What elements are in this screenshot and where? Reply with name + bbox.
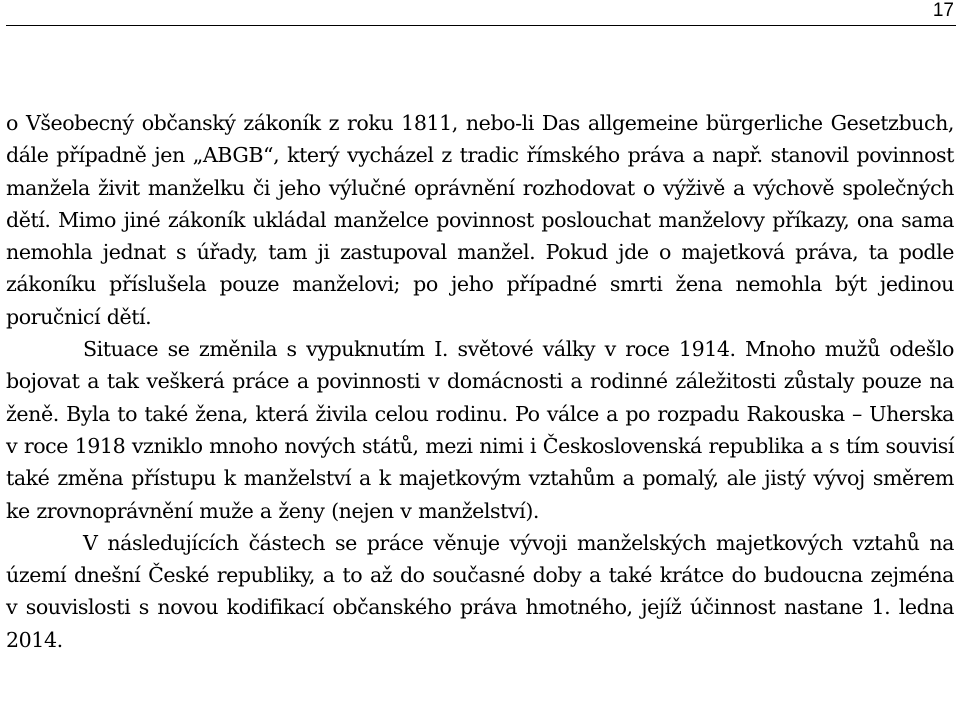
body-text <box>6 107 954 656</box>
page-number: 17 <box>932 0 954 21</box>
paragraph-3: V následujících částech se práce věnuje vývoji manželských majetkových vztahů na území dnešní České republiky, a to až do současné doby a také krátce do budoucna zejména v souvislosti s novou kodifikací občanského práva hmotného, jejíž účinnost nastane 1. ledna 2014. <box>6 530 954 652</box>
paragraph-1: o Všeobecný občanský zákoník z roku 1811, nebo-li Das allgemeine bürgerliche Gesetzbuch, dále případně jen „ABGB“, který vycházel z tradic římského práva a např. stanovil povinnost manžela živit manželku či jeho výlučné oprávnění rozhodovat o výživě a výchově společných dětí. Mimo jiné zákoník ukládal manželce povinnost poslouchat manželovy příkazy, ona sama nemohla jednat s úřady, tam ji zastupoval manžel. Pokud jde o majetková práva, ta podle zákoníku příslušela pouze manželovi; po jeho případné smrti žena nemohla být jedinou poručnicí dětí. <box>6 111 954 329</box>
paragraph-2: Situace se změnila s vypuknutím I. světové války v roce 1914. Mnoho mužů odešlo bojovat a tak veškerá práce a povinnosti v domácnosti a rodinné záležitosti zůstaly pouze na ženě. Byla to také žena, která živila celou rodinu. Po válce a po rozpadu Rakouska – Uherska v roce 1918 vzniklo mnoho nových států, mezi nimi i Československá republika a s tím souvisí také změna přístupu k manželství a k majetkovým vztahům a pomalý, ale jistý vývoj směrem ke zrovnoprávnění muže a ženy (nejen v manželství). <box>6 337 954 523</box>
header-divider <box>6 25 956 26</box>
